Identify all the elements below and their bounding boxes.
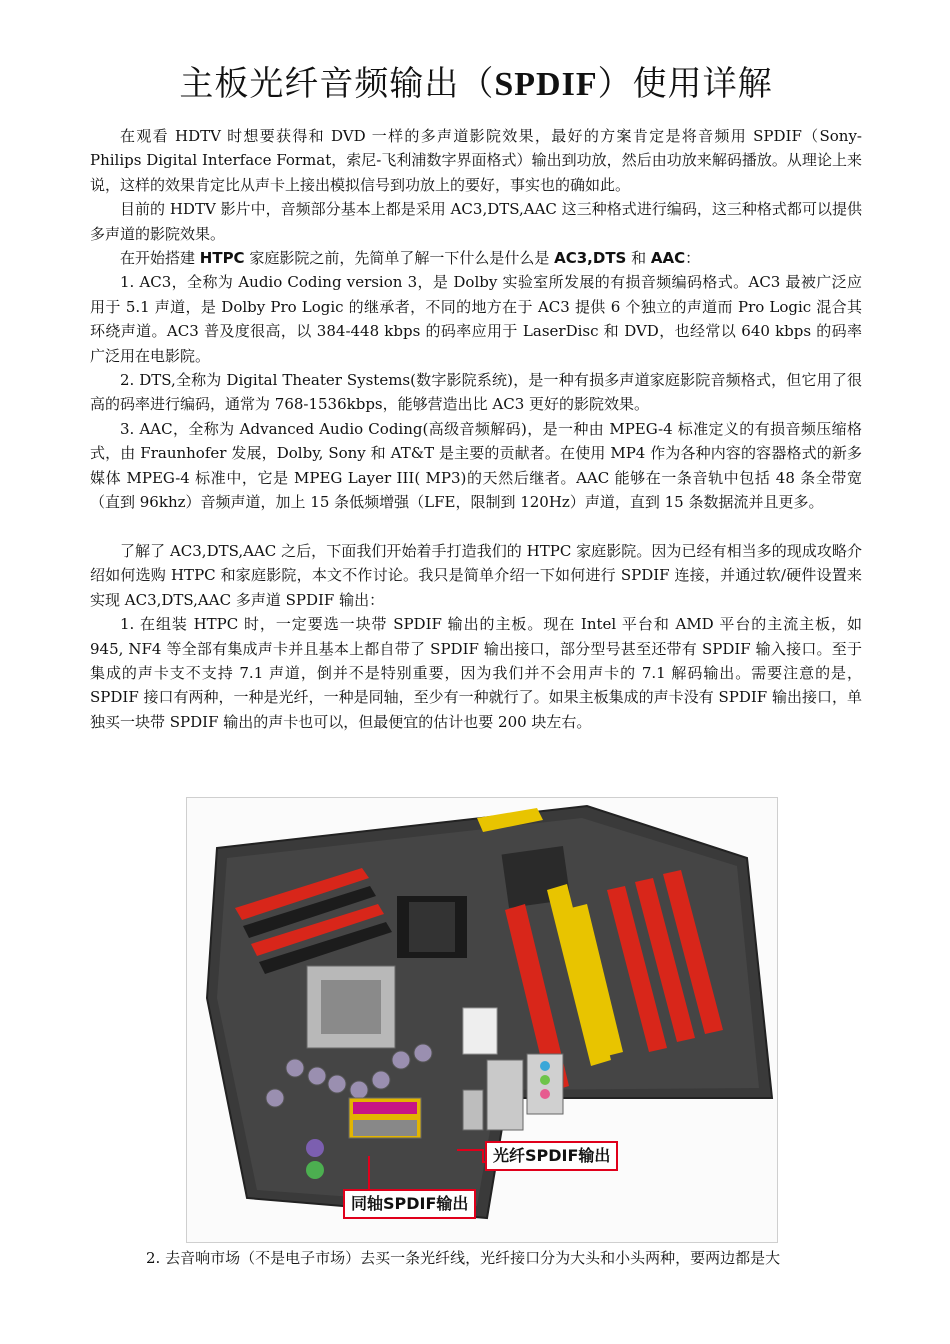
paragraph: 了解了 AC3,DTS,AAC 之后，下面我们开始着手打造我们的 HTPC 家庭影院。因为已经有相当多的现成攻略介绍如何选购 HTPC 和家庭影院，本文不作讨论。我只是简单介绍一下如何进行 SPDIF 连接，并通过软/硬件设置来实现 AC3,DTS,AAC 多声道 SPDIF 输出： (90, 541, 862, 609)
paragraph: 2. 去音响市场（不是电子市场）去买一条光纤线，光纤接口分为大头和小头两种，要两边都是大 (146, 1249, 781, 1267)
motherboard-photo (186, 797, 778, 1243)
paragraph: 3. AAC，全称为 Advanced Audio Coding(高级音频解码)，是一种由 MPEG-4 标准定义的有损音频压缩格式，由 Fraunhofer 发展，Dolby, Sony 和 AT&T 是主要的贡献者。在使用 MP4 作为各种内容的容器格式的新多媒体 MPEG-4 标准中，它是 MPEG Layer III( MP3)的天然后继者。AAC 能够在一条音轨中包括 48 条全带宽（直到 96khz）音频声道，加上 15 条低频增强（LFE，限制到 120Hz）声道，直到 15 条数据流并且更多。 (90, 419, 862, 512)
page-title: 主板光纤音频输出（SPDIF）使用详解 (179, 64, 773, 104)
paragraph: 1. 在组装 HTPC 时，一定要选一块带 SPDIF 输出的主板。现在 Intel 平台和 AMD 平台的主流主板，如 945, NF4 等全部有集成声卡并且基本上都自带了 SPDIF 输出接口，部分型号甚至还带有 SPDIF 输入接口。至于集成的声卡支不支持 7.1 声道，倒并不是特别重要，因为我们并不会用声卡的 7.1 解码输出。需要注意的是，SPDIF 接口有两种，一种是光纤，一种是同轴，至少有一种就行了。如果主板集成的声卡没有 SPDIF 输出接口，单独买一块带 SPDIF 输出的声卡也可以，但最便宜的估计也要 200 块左右。 (90, 615, 862, 731)
paragraph: 2. DTS,全称为 Digital Theater Systems(数字影院系统)，是一种有损多声道家庭影院音频格式，但它用了很高的码率进行编码，通常为 768-1536kbps，能够营造出比 AC3 更好的影院效果。 (90, 371, 862, 414)
motherboard-illustration (187, 798, 777, 1242)
paragraph: 目前的 HDTV 影片中，音频部分基本上都是采用 AC3,DTS,AAC 这三种格式进行编码，这三种格式都可以提供多声道的影院效果。 (90, 200, 862, 243)
document-body (90, 124, 862, 734)
optical-spdif-callout: 光纤SPDIF输出 (485, 1141, 618, 1171)
coax-spdif-callout: 同轴SPDIF输出 (343, 1189, 476, 1219)
paragraph: 在观看 HDTV 时想要获得和 DVD 一样的多声道影院效果，最好的方案肯定是将音频用 SPDIF（Sony-Philips Digital Interface Format，索尼-飞利浦数字界面格式）输出到功放，然后由功放来解码播放。从理论上来说，这样的效果肯定比从声卡上接出模拟信号到功放上的要好，事实也的确如此。 (90, 127, 862, 194)
paragraph: 在开始搭建 HTPC 家庭影院之前，先简单了解一下什么是什么是 AC3,DTS 和 AAC： (120, 249, 701, 268)
paragraph: 1. AC3，全称为 Audio Coding version 3，是 Dolby 实验室所发展的有损音频编码格式。AC3 最被广泛应用于 5.1 声道，是 Dolby Pro Logic 的继承者，不同的地方在于 AC3 提供 6 个独立的声道而 Pro Logic 混合其环绕声道。AC3 普及度很高，以 384-448 kbps 的码率应用于 LaserDisc 和 DVD，也经常以 640 kbps 的码率广泛用在电影院。 (90, 273, 862, 365)
